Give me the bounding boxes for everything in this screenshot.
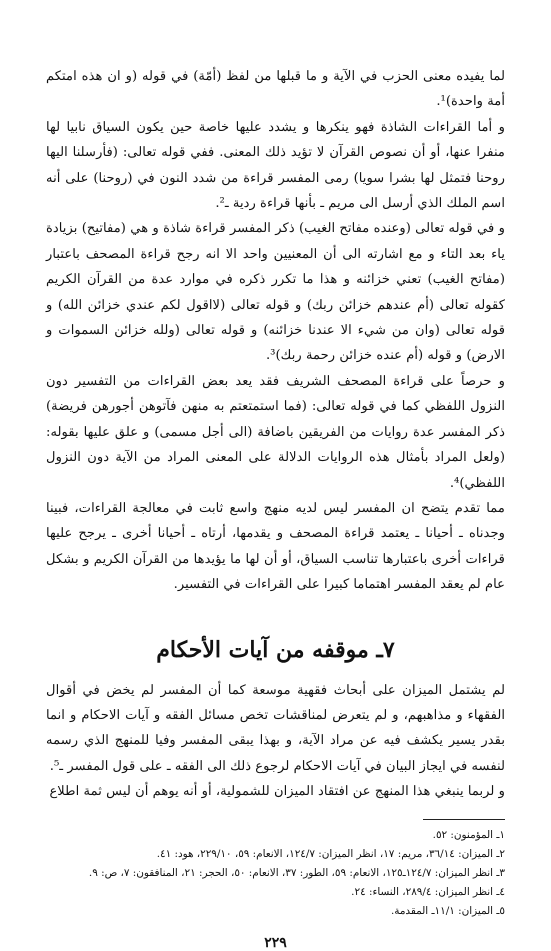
footnote-item: ٤ـ انظر الميزان: ٢٨٩/٤، النساء: ٢٤.	[351, 885, 505, 898]
section-heading: ٧ـ موقفه من آيات الأحكام	[156, 636, 395, 663]
body-top	[46, 64, 505, 598]
body-bottom	[46, 678, 505, 805]
paragraph-ahkam-approach: لم يشتمل الميزان على أبحاث فقهية موسعة كما أن المفسر لم يخض في أقوال الفقهاء و مذاهبهم، و لم يتعرض لمناقشات تخص مسائل الفقه و آيات الاحكام و انما بقدر يسير يكشف فيه عن مراد الآية، و بهذا يبقى المفسر وفيا للمنهج الذي رسمه لنفسه في ايجاز البيان في آيات الاحكام لرجوع ذلك الى الفقه ـ على قول المفسر ـ⁵.	[46, 682, 505, 774]
page-number: ٢٢٩	[264, 934, 287, 951]
footnote-item: ٢ـ الميزان: ٣٦/١٤، مريم: ١٧، انظر الميزان: ١٢٤/٧، الانعام: ٥٩، ٢٢٩/١٠، هود: ٤١.	[156, 847, 505, 860]
paragraph-shadh-readings: و أما القراءات الشاذة فهو ينكرها و يشدد عليها خاصة حين يكون السياق نابيا لها منفرا عنها، أو أن نصوص القرآن لا تؤيد ذلك المعنى. ففي قوله تعالى: (فأرسلنا اليها روحنا فتمثل لها بشرا سويا) رمى المفسر قراءة من شدد النون في (روحنا) على أنه اسم الملك الذي أرسل الى مريم ـ بأنها قراءة ردية ـ².	[46, 119, 505, 212]
footnote-divider	[423, 819, 505, 820]
footnotes	[46, 826, 505, 921]
paragraph-hizb-meaning: لما يفيده معنى الحزب في الآية و ما قبلها من لفظ (أمّة) في قوله (و ان هذه امتكم أمة واحدة)¹.	[46, 69, 505, 110]
paragraph-mafatih-reading: و في قوله تعالى (وعنده مفاتح الغيب) ذكر المفسر قراءة شاذة و هي (مفاتيح) بزيادة ياء بعد التاء و مع اشارته الى أن المعنيين واحد الا انه رجح قراءة المصحف باعتبار (مفاتح الغيب) تعني خزائنه و هذا ما تكرر ذكره في موارد عدة من القرآن الكريم كقوله تعالى (أم عندهم خزائن ربك) و قوله تعالى (لااقول لكم عندي خزائن الله) و قوله تعالى (وان من شيء الا عندنا خزائنه) و قوله تعالى (ولله خزائن السموات و الارض) و قوله (أم عنده خزائن رحمة ربك)³.	[46, 221, 505, 364]
paragraph-readings-summary: مما تقدم يتضح ان المفسر ليس لديه منهج واسع ثابت في معالجة القراءات، فبينا وجدناه ـ أحيانا ـ يعتمد قراءة المصحف و يقدمها، أرتاه ـ أحيانا أخرى ـ يرجح عليها قراءات أخرى باعتبارها تناسب السياق، أو أن لها ما يؤيدها من القرآن الكريم و بشكل عام لم يعقد المفسر اهتماما كبيرا على القراءات في التفسير.	[46, 500, 505, 593]
footnote-item: ١ـ المؤمنون: ٥٢.	[432, 828, 505, 841]
footnote-item: ٥ـ الميزان: ١١/١ـ المقدمة.	[390, 904, 505, 917]
paragraph-ahkam-continuation: و لربما ينبغي هذا المنهج عن افتقاد الميزان للشمولية، أو أنه يوهم أن ليس ثمة اطلاع	[49, 784, 505, 800]
footnote-item: ٣ـ انظر الميزان: ١٢٤/٧ـ١٢٥، الانعام: ٥٩، الطور: ٣٧، الانعام: ٥٠، الحجر: ٢١، المنافقون: ٧، ص: ٩.	[88, 866, 505, 879]
paragraph-tafsir-not-nuzul: و حرصاً على قراءة المصحف الشريف فقد يعد بعض القراءات من التفسير دون النزول اللفظي كما في قوله تعالى: (فما استمتعتم به منهن فآتوهن أجورهن فريضة) ذكر المفسر عدة روايات من الفريقين باضافة (الى أجل مسمى) و علق عليها بقوله: (ولعل المراد بأمثال هذه الروايات الدلالة على المعنى المراد من الآية دون النزول اللفظي)⁴.	[46, 373, 505, 491]
